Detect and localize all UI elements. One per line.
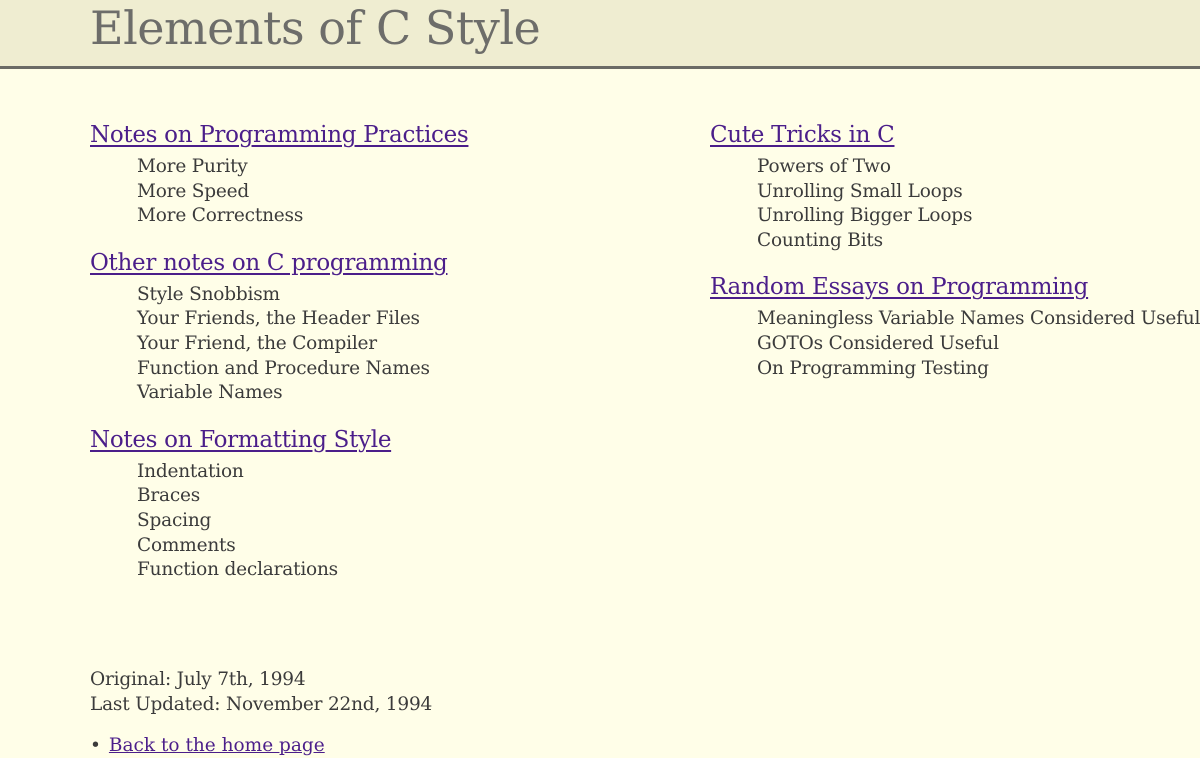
list-item: Comments — [137, 534, 236, 556]
section-item-list — [757, 307, 1200, 381]
list-item: Spacing — [137, 509, 212, 531]
list-item: On Programming Testing — [757, 357, 989, 379]
list-item: Powers of Two — [757, 156, 891, 177]
list-item: Unrolling Bigger Loops — [757, 205, 973, 227]
list-item: Indentation — [137, 460, 244, 482]
page-title: Elements of C Style — [90, 1, 541, 55]
section-link-random-essays[interactable]: Random Essays on Programming — [710, 274, 1089, 301]
section-other-notes-c — [90, 245, 650, 406]
list-item: Your Friend, the Compiler — [137, 332, 377, 354]
last-updated-date: Last Updated: November 22nd, 1994 — [90, 693, 433, 715]
list-item: Style Snobbism — [137, 283, 280, 305]
list-item: More Correctness — [137, 205, 304, 227]
section-item-list — [137, 155, 650, 229]
section-random-essays — [710, 269, 1200, 381]
back-home-link[interactable]: Back to the home page — [108, 735, 325, 756]
list-item: Braces — [137, 485, 201, 507]
bullet-icon: • — [90, 735, 101, 756]
section-link-other-notes-c[interactable]: Other notes on C programming — [90, 249, 448, 276]
section-programming-practices — [90, 117, 650, 229]
section-item-list — [137, 283, 650, 406]
list-item: Counting Bits — [757, 229, 883, 251]
right-column — [710, 117, 1200, 397]
section-formatting-style — [90, 422, 650, 583]
original-date: Original: July 7th, 1994 — [90, 669, 306, 690]
list-item: More Speed — [137, 180, 250, 202]
back-home-item — [90, 734, 325, 758]
section-link-programming-practices[interactable]: Notes on Programming Practices — [90, 122, 469, 148]
section-link-formatting-style[interactable]: Notes on Formatting Style — [90, 426, 392, 453]
section-item-list — [757, 155, 1190, 253]
page-footer — [90, 668, 432, 717]
section-cute-tricks — [710, 117, 1190, 253]
list-item: GOTOs Considered Useful — [757, 332, 999, 354]
list-item: Function declarations — [137, 559, 338, 581]
list-item: Function and Procedure Names — [137, 357, 430, 379]
section-item-list — [137, 460, 650, 583]
section-link-cute-tricks[interactable]: Cute Tricks in C — [710, 122, 895, 148]
left-column — [90, 117, 650, 599]
list-item: Meaningless Variable Names Considered Useful — [757, 308, 1200, 330]
list-item: Your Friends, the Header Files — [137, 308, 420, 330]
list-item: Variable Names — [137, 382, 283, 404]
list-item: Unrolling Small Loops — [757, 180, 963, 202]
page-header — [0, 0, 1200, 69]
list-item: More Purity — [137, 156, 248, 177]
